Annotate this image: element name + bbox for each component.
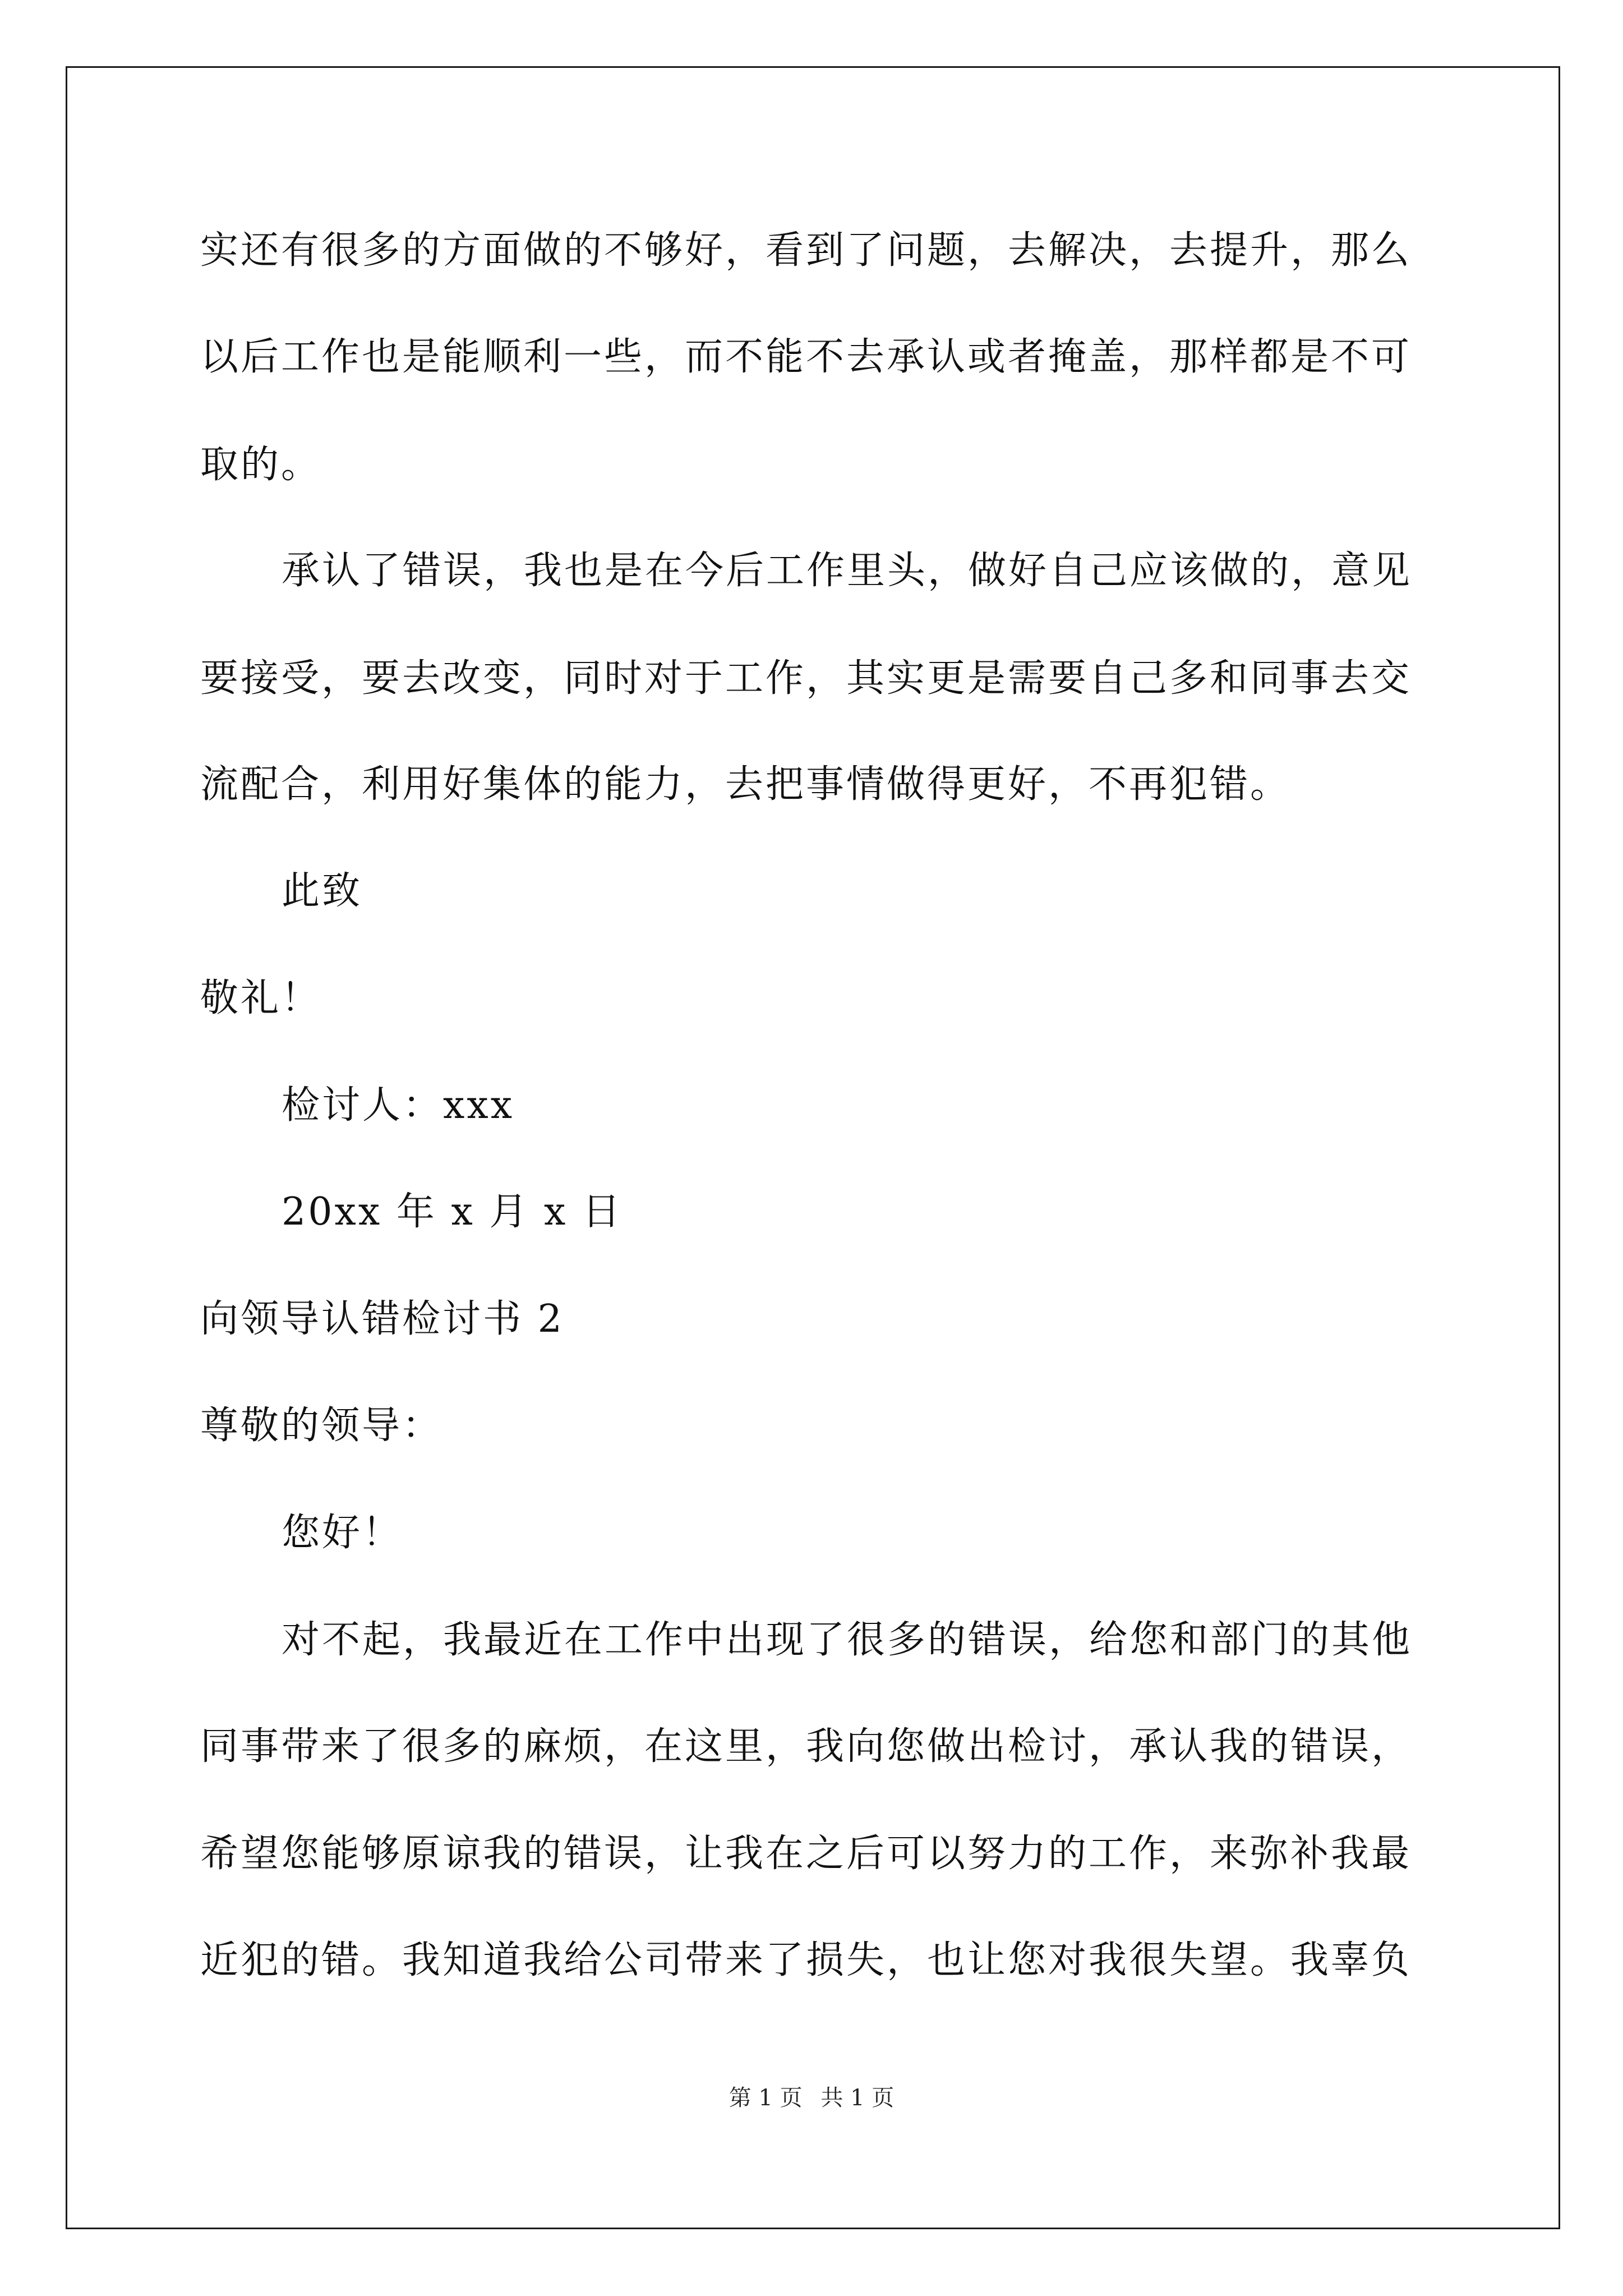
paragraph-line: 要接受，要去改变，同时对于工作，其实更是需要自己多和同事去交 [200, 656, 1412, 701]
page-footer [0, 2087, 1623, 2109]
paragraph-line: 对不起，我最近在工作中出现了很多的错误，给您和部门的其他 [282, 1618, 1413, 1662]
page-border [66, 66, 1560, 2229]
paragraph-line: 近犯的错。我知道我给公司带来了损失，也让您对我很失望。我辜负 [200, 1938, 1412, 1982]
page-total: 共 1 页 [820, 2085, 895, 2111]
closing-regards: 敬礼！ [200, 976, 322, 1020]
paragraph-line: 实还有很多的方面做的不够好，看到了问题，去解决，去提升，那么 [200, 228, 1412, 273]
paragraph-line: 希望您能够原谅我的错误，让我在之后可以努力的工作，来弥补我最 [200, 1832, 1412, 1876]
date-line: 20xx 年 x 月 x 日 [282, 1190, 623, 1234]
paragraph-line: 同事带来了很多的麻烦，在这里，我向您做出检讨，承认我的错误， [200, 1724, 1412, 1769]
paragraph-line: 取的。 [200, 443, 322, 487]
page-number: 第 1 页 [728, 2085, 803, 2111]
signature-line: 检讨人：xxx [282, 1083, 515, 1128]
paragraph-line: 以后工作也是能顺利一些，而不能不去承认或者掩盖，那样都是不可 [200, 335, 1412, 379]
paragraph-line: 流配合，利用好集体的能力，去把事情做得更好，不再犯错。 [200, 762, 1291, 807]
section-title: 向领导认错检讨书 2 [200, 1297, 564, 1341]
greeting-hello: 您好！ [282, 1511, 403, 1555]
greeting-line: 尊敬的领导： [200, 1404, 443, 1448]
paragraph-line: 承认了错误，我也是在今后工作里头，做好自己应该做的，意见 [282, 549, 1413, 593]
closing-salutation: 此致 [282, 869, 363, 913]
